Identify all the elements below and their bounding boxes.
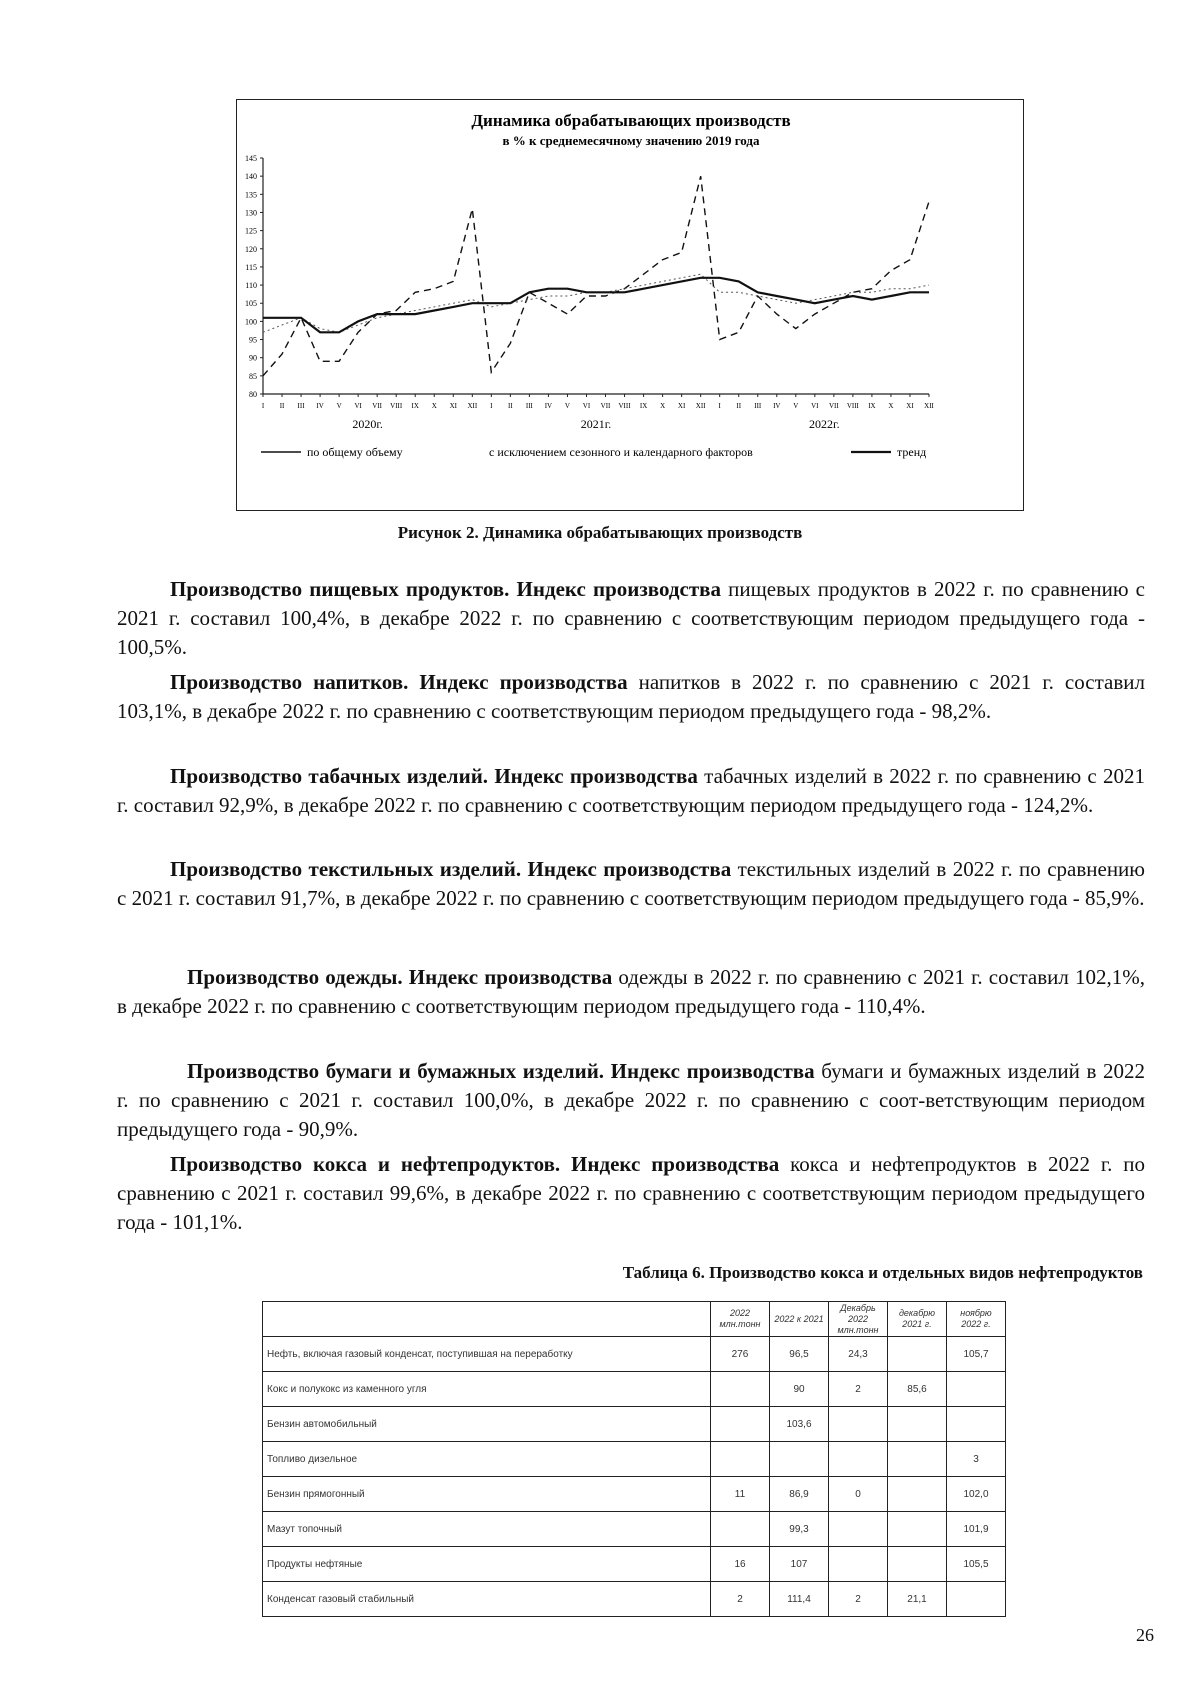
x-tick-label: VII xyxy=(600,402,611,410)
paragraph-beverages-text: напитков в 2022 г. по сравнению с 2021 г. составил 103,1%, в декабре 2022 г. по сравнению с соответствующим периодом предыдущего года - 98,2%. xyxy=(117,670,1145,723)
table-cell: 3 xyxy=(947,1442,1006,1477)
table-row-label: Конденсат газовый стабильный xyxy=(263,1582,711,1617)
x-tick-label: VI xyxy=(811,402,819,410)
x-tick-label: I xyxy=(261,402,265,410)
paragraph-clothing-text: одежды в 2022 г. по сравнению с 2021 г. составил 102,1%, в декабре 2022 г. по сравнению с соответствующим периодом предыдущего года - 110,4%. xyxy=(117,965,1145,1018)
x-tick-label: II xyxy=(279,402,285,410)
table-cell xyxy=(711,1512,770,1547)
x-tick-label: VI xyxy=(354,402,362,410)
table-cell: 16 xyxy=(711,1547,770,1582)
legend-label: с исключением сезонного и календарного факторов xyxy=(489,445,753,459)
y-tick-label: 140 xyxy=(245,172,257,182)
chart-subtitle: в % к среднемесячному значению 2019 года xyxy=(502,133,760,148)
table-cell: 0 xyxy=(829,1477,888,1512)
table-cell xyxy=(829,1512,888,1547)
paragraph-beverages xyxy=(117,668,1145,726)
x-tick-label: III xyxy=(754,402,762,410)
table-cell xyxy=(711,1442,770,1477)
x-tick-label: IV xyxy=(544,402,553,410)
x-tick-label: V xyxy=(336,402,342,410)
table-cell xyxy=(711,1372,770,1407)
y-tick-label: 145 xyxy=(245,154,257,163)
table-row-label: Бензин прямогонный xyxy=(263,1477,711,1512)
y-tick-label: 90 xyxy=(249,353,257,363)
table-cell xyxy=(888,1477,947,1512)
table-cell: 105,7 xyxy=(947,1337,1006,1372)
table-row xyxy=(263,1337,1006,1372)
table-row xyxy=(263,1477,1006,1512)
paragraph-tobacco-lead: Производство табачных изделий. Индекс производства xyxy=(170,764,698,788)
year-label: 2021г. xyxy=(580,417,612,431)
table-header-cell: ноябрю 2022 г. xyxy=(947,1302,1006,1337)
table-row-label: Продукты нефтяные xyxy=(263,1547,711,1582)
paragraph-food-lead: Производство пищевых продуктов. Индекс производства xyxy=(170,577,721,601)
x-tick-label: IV xyxy=(316,402,324,410)
table-cell: 107 xyxy=(770,1547,829,1582)
table-cell: 101,9 xyxy=(947,1512,1006,1547)
table-cell: 90 xyxy=(770,1372,829,1407)
y-tick-label: 105 xyxy=(245,299,257,309)
paragraph-tobacco-text: табачных изделий в 2022 г. по сравнению с 2021 г. составил 92,9%, в декабре 2022 г. по сравнению с соответствующим периодом предыдущего года - 124,2%. xyxy=(117,764,1145,817)
table-header-cell: Декабрь 2022 млн.тонн xyxy=(829,1302,888,1337)
table-cell xyxy=(947,1582,1006,1617)
series-line xyxy=(263,278,929,333)
x-tick-label: XI xyxy=(906,402,914,410)
table-cell xyxy=(888,1407,947,1442)
paragraph-textile-text: текстильных изделий в 2022 г. по сравнению с 2021 г. составил 91,7%, в декабре 2022 г. по сравнению с соответствующим периодом предыдущего года - 85,9%. xyxy=(117,857,1145,910)
table-row xyxy=(263,1547,1006,1582)
x-tick-label: IX xyxy=(868,402,876,410)
table-cell: 99,3 xyxy=(770,1512,829,1547)
table-row-label: Мазут топочный xyxy=(263,1512,711,1547)
x-tick-label: V xyxy=(564,402,570,410)
table-row-label: Бензин автомобильный xyxy=(263,1407,711,1442)
chart-series xyxy=(263,176,929,376)
x-tick-label: VIII xyxy=(846,402,859,410)
y-tick-label: 100 xyxy=(245,317,257,327)
table-cell: 21,1 xyxy=(888,1582,947,1617)
table-cell: 2 xyxy=(711,1582,770,1617)
x-tick-label: VII xyxy=(828,402,839,410)
x-tick-label: II xyxy=(736,402,742,410)
x-tick-label: IX xyxy=(639,402,648,410)
y-tick-label: 85 xyxy=(249,371,257,381)
table-row-label: Топливо дизельное xyxy=(263,1442,711,1477)
table-row xyxy=(263,1372,1006,1407)
table-cell: 103,6 xyxy=(770,1407,829,1442)
table-cell: 24,3 xyxy=(829,1337,888,1372)
table-header-cell: 2022 млн.тонн xyxy=(711,1302,770,1337)
x-tick-label: VIII xyxy=(618,402,631,410)
table-cell xyxy=(888,1337,947,1372)
table-cell: 276 xyxy=(711,1337,770,1372)
paragraph-coke xyxy=(117,1150,1145,1237)
x-tick-label: IX xyxy=(411,402,419,410)
table-cell: 85,6 xyxy=(888,1372,947,1407)
x-tick-label: X xyxy=(660,402,666,410)
table-cell: 111,4 xyxy=(770,1582,829,1617)
x-tick-label: XI xyxy=(677,402,686,410)
paragraph-paper-text: бумаги и бумажных изделий в 2022 г. по сравнению с 2021 г. составил 100,0%, в декабре 2022 г. по сравнению с соот-ветствующим периодом предыдущего года - 90,9%. xyxy=(117,1059,1145,1141)
manufacturing-dynamics-chart xyxy=(237,100,1025,512)
series-line xyxy=(263,274,929,332)
table-cell: 105,5 xyxy=(947,1547,1006,1582)
table-cell xyxy=(888,1547,947,1582)
x-tick-label: X xyxy=(888,402,894,410)
series-line xyxy=(263,176,929,376)
table-cell xyxy=(947,1372,1006,1407)
paragraph-food xyxy=(117,575,1145,662)
table-cell: 2 xyxy=(829,1582,888,1617)
paragraph-textile-lead: Производство текстильных изделий. Индекс производства xyxy=(170,857,732,881)
legend-label: тренд xyxy=(897,445,927,459)
table-cell: 2 xyxy=(829,1372,888,1407)
table-header-row xyxy=(263,1302,1006,1337)
table-title: Таблица 6. Производство кокса и отдельных видов нефтепродуктов xyxy=(622,1263,1143,1282)
x-tick-label: IV xyxy=(773,402,781,410)
table-cell xyxy=(947,1407,1006,1442)
table-row xyxy=(263,1442,1006,1477)
y-tick-label: 115 xyxy=(245,262,257,272)
year-label: 2020г. xyxy=(352,417,383,431)
x-tick-label: VI xyxy=(582,402,591,410)
table-cell xyxy=(829,1547,888,1582)
table-row-label: Нефть, включая газовый конденсат, поступившая на переработку xyxy=(263,1337,711,1372)
paragraph-coke-text: кокса и нефтепродуктов в 2022 г. по сравнению с 2021 г. составил 99,6%, в декабре 2022 г. по сравнению с соответствующим периодом предыдущего года - 101,1%. xyxy=(117,1152,1145,1234)
table-header-blank xyxy=(263,1302,711,1337)
page-number: 26 xyxy=(1136,1625,1154,1645)
y-tick-label: 135 xyxy=(245,190,257,200)
y-tick-label: 120 xyxy=(245,244,257,254)
table-row xyxy=(263,1582,1006,1617)
y-tick-label: 95 xyxy=(249,335,257,345)
table-row xyxy=(263,1407,1006,1442)
y-tick-label: 110 xyxy=(245,281,257,291)
x-tick-label: II xyxy=(508,402,513,410)
chart-legend xyxy=(261,445,926,459)
paragraph-clothing xyxy=(117,963,1145,1021)
table-cell: 96,5 xyxy=(770,1337,829,1372)
table-cell xyxy=(829,1442,888,1477)
paragraph-tobacco xyxy=(117,762,1145,820)
paragraph-clothing-lead: Производство одежды. Индекс производства xyxy=(187,965,613,989)
paragraph-paper-lead: Производство бумаги и бумажных изделий. Индекс производства xyxy=(187,1059,815,1083)
table-cell xyxy=(888,1512,947,1547)
year-label: 2022г. xyxy=(809,417,840,431)
table-body xyxy=(263,1337,1006,1617)
chart-title: Динамика обрабатывающих производств xyxy=(471,111,791,130)
paragraph-coke-lead: Производство кокса и нефтепродуктов. Индекс производства xyxy=(170,1152,780,1176)
x-tick-label: VIII xyxy=(390,402,403,410)
table-row-label: Кокс и полукокс из каменного угля xyxy=(263,1372,711,1407)
paragraph-beverages-lead: Производство напитков. Индекс производства xyxy=(170,670,628,694)
paragraph-paper xyxy=(117,1057,1145,1144)
table-cell: 102,0 xyxy=(947,1477,1006,1512)
x-tick-label: X xyxy=(431,402,437,410)
x-tick-label: I xyxy=(490,402,493,410)
y-tick-label: 80 xyxy=(249,390,257,399)
table-header-cell: 2022 к 2021 xyxy=(770,1302,829,1337)
x-tick-label: XI xyxy=(449,402,457,410)
x-tick-label: XII xyxy=(467,402,478,410)
table-cell xyxy=(770,1442,829,1477)
x-tick-label: III xyxy=(297,402,305,410)
paragraph-food-text: пищевых продуктов в 2022 г. по сравнению с 2021 г. составил 100,4%, в декабре 2022 г. по сравнению с соответствующим периодом предыдущего года - 100,5%. xyxy=(117,577,1145,659)
table-row xyxy=(263,1512,1006,1547)
x-tick-label: XII xyxy=(695,402,706,410)
table-cell: 11 xyxy=(711,1477,770,1512)
table-cell xyxy=(829,1407,888,1442)
figure-caption: Рисунок 2. Динамика обрабатывающих производств xyxy=(397,523,803,542)
y-tick-label: 130 xyxy=(245,208,257,218)
table-cell xyxy=(711,1407,770,1442)
x-tick-label: XII xyxy=(924,402,934,410)
table-cell: 86,9 xyxy=(770,1477,829,1512)
x-tick-label: III xyxy=(525,402,533,410)
x-tick-label: V xyxy=(793,402,799,410)
legend-label: по общему объему xyxy=(307,445,403,459)
table-cell xyxy=(888,1442,947,1477)
paragraph-textile xyxy=(117,855,1145,913)
y-tick-label: 125 xyxy=(245,226,257,236)
table-header-cell: декабрю 2021 г. xyxy=(888,1302,947,1337)
x-tick-label: I xyxy=(718,402,721,410)
chart-frame xyxy=(236,99,1024,511)
coke-oil-products-table xyxy=(262,1301,1006,1617)
x-tick-label: VII xyxy=(372,402,383,410)
